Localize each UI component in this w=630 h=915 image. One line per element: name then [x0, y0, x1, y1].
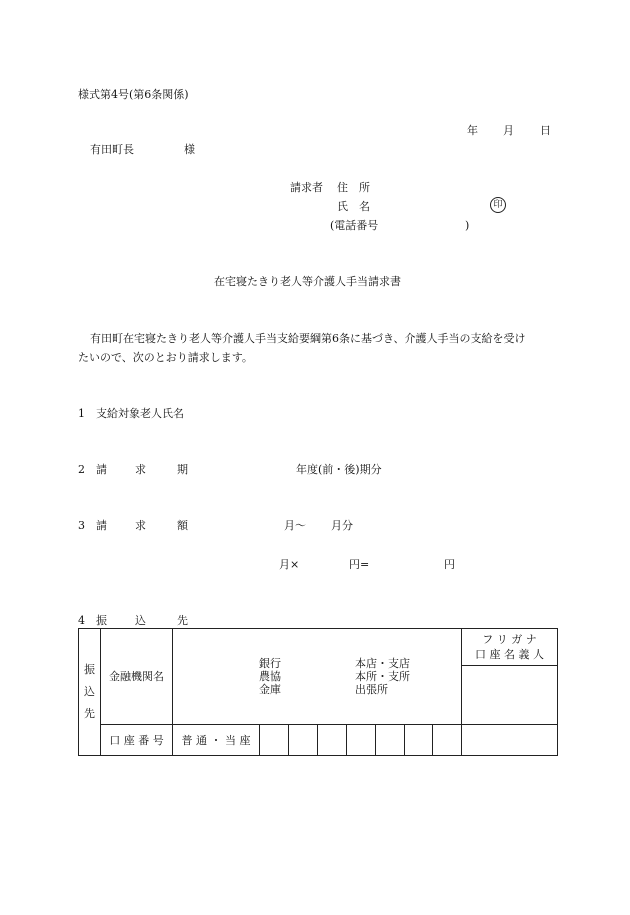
item-2-number: 2: [78, 463, 85, 476]
institution-label: 金融機関名: [109, 670, 164, 683]
claim-month-to: 月分: [331, 519, 353, 532]
account-digit-4[interactable]: [347, 725, 376, 756]
account-number-label: 口 座 番 号: [109, 733, 164, 747]
branch-head-or-branch: 本店・支店: [355, 657, 410, 670]
date-year-label: 年: [467, 124, 478, 137]
institution-name-cell: [173, 629, 462, 725]
account-digit-3[interactable]: [318, 725, 347, 756]
item-3-char-2: 求: [135, 519, 146, 532]
item-2-char-1: 請: [96, 463, 107, 476]
item-2-char-3: 期: [177, 463, 188, 476]
type-agri-coop: 農協: [259, 670, 281, 683]
institution-label-cell: [101, 629, 173, 725]
addressee: 有田町長: [90, 143, 134, 156]
side-char-2: 込: [84, 685, 95, 698]
claim-period-value: 年度(前・後)期分: [296, 463, 382, 476]
item-4-char-3: 先: [177, 614, 188, 627]
account-holder-label: 口 座 名 義 人: [475, 648, 544, 661]
date-day-label: 日: [540, 124, 551, 137]
type-credit-union: 金庫: [259, 683, 281, 696]
seal-mark: 印: [490, 197, 506, 213]
side-char-3: 先: [84, 707, 95, 720]
account-holder-field[interactable]: [462, 666, 558, 725]
item-4-char-2: 込: [135, 614, 146, 627]
account-digit-2[interactable]: [289, 725, 318, 756]
form-number: 様式第4号(第6条関係): [78, 88, 189, 101]
body-line-2: たいので、次のとおり請求します。: [78, 351, 253, 364]
account-holder-name-field[interactable]: [462, 725, 558, 756]
branch-types: [355, 657, 410, 696]
account-digit-6[interactable]: [405, 725, 433, 756]
claim-month-from: 月〜: [284, 519, 306, 532]
phone-label: (電話番号: [330, 219, 379, 232]
account-digit-1[interactable]: [260, 725, 289, 756]
bank-transfer-table: [78, 628, 558, 756]
applicant-label: 請求者: [290, 181, 323, 194]
body-line-1: 有田町在宅寝たきり老人等介護人手当支給要綱第6条に基づき、介護人手当の支給を受け: [90, 332, 526, 345]
institution-types: [259, 657, 355, 696]
account-number-label-cell: [101, 725, 173, 756]
account-digit-5[interactable]: [376, 725, 405, 756]
item-4-char-1: 振: [96, 614, 107, 627]
furigana-label: フ リ ガ ナ: [482, 633, 537, 646]
item-2-char-2: 求: [135, 463, 146, 476]
account-digit-7[interactable]: [433, 725, 462, 756]
calc-yen-total: 円: [444, 558, 455, 571]
account-type-options: 普 通 ・ 当 座: [181, 733, 251, 747]
item-4-number: 4: [78, 614, 85, 627]
side-char-1: 振: [84, 663, 95, 676]
item-1-label: 支給対象老人氏名: [96, 407, 184, 420]
calc-month: 月×: [279, 558, 300, 571]
phone-close: ): [465, 219, 470, 232]
address-label: 住 所: [337, 181, 370, 194]
item-1-number: 1: [78, 407, 85, 420]
account-holder-header: [462, 629, 558, 666]
honorific: 様: [184, 143, 195, 156]
name-label: 氏 名: [337, 200, 370, 213]
item-3-number: 3: [78, 519, 85, 532]
transfer-side-label: [79, 629, 101, 756]
calc-yen-equals: 円=: [349, 558, 370, 571]
item-3-char-3: 額: [177, 519, 188, 532]
account-type-cell: [173, 725, 260, 756]
branch-main-or-sub: 本所・支所: [355, 670, 410, 683]
date-month-label: 月: [503, 124, 514, 137]
branch-office: 出張所: [355, 683, 388, 696]
document-title: 在宅寝たきり老人等介護人手当請求書: [214, 275, 401, 288]
type-bank: 銀行: [259, 657, 281, 670]
item-3-char-1: 請: [96, 519, 107, 532]
